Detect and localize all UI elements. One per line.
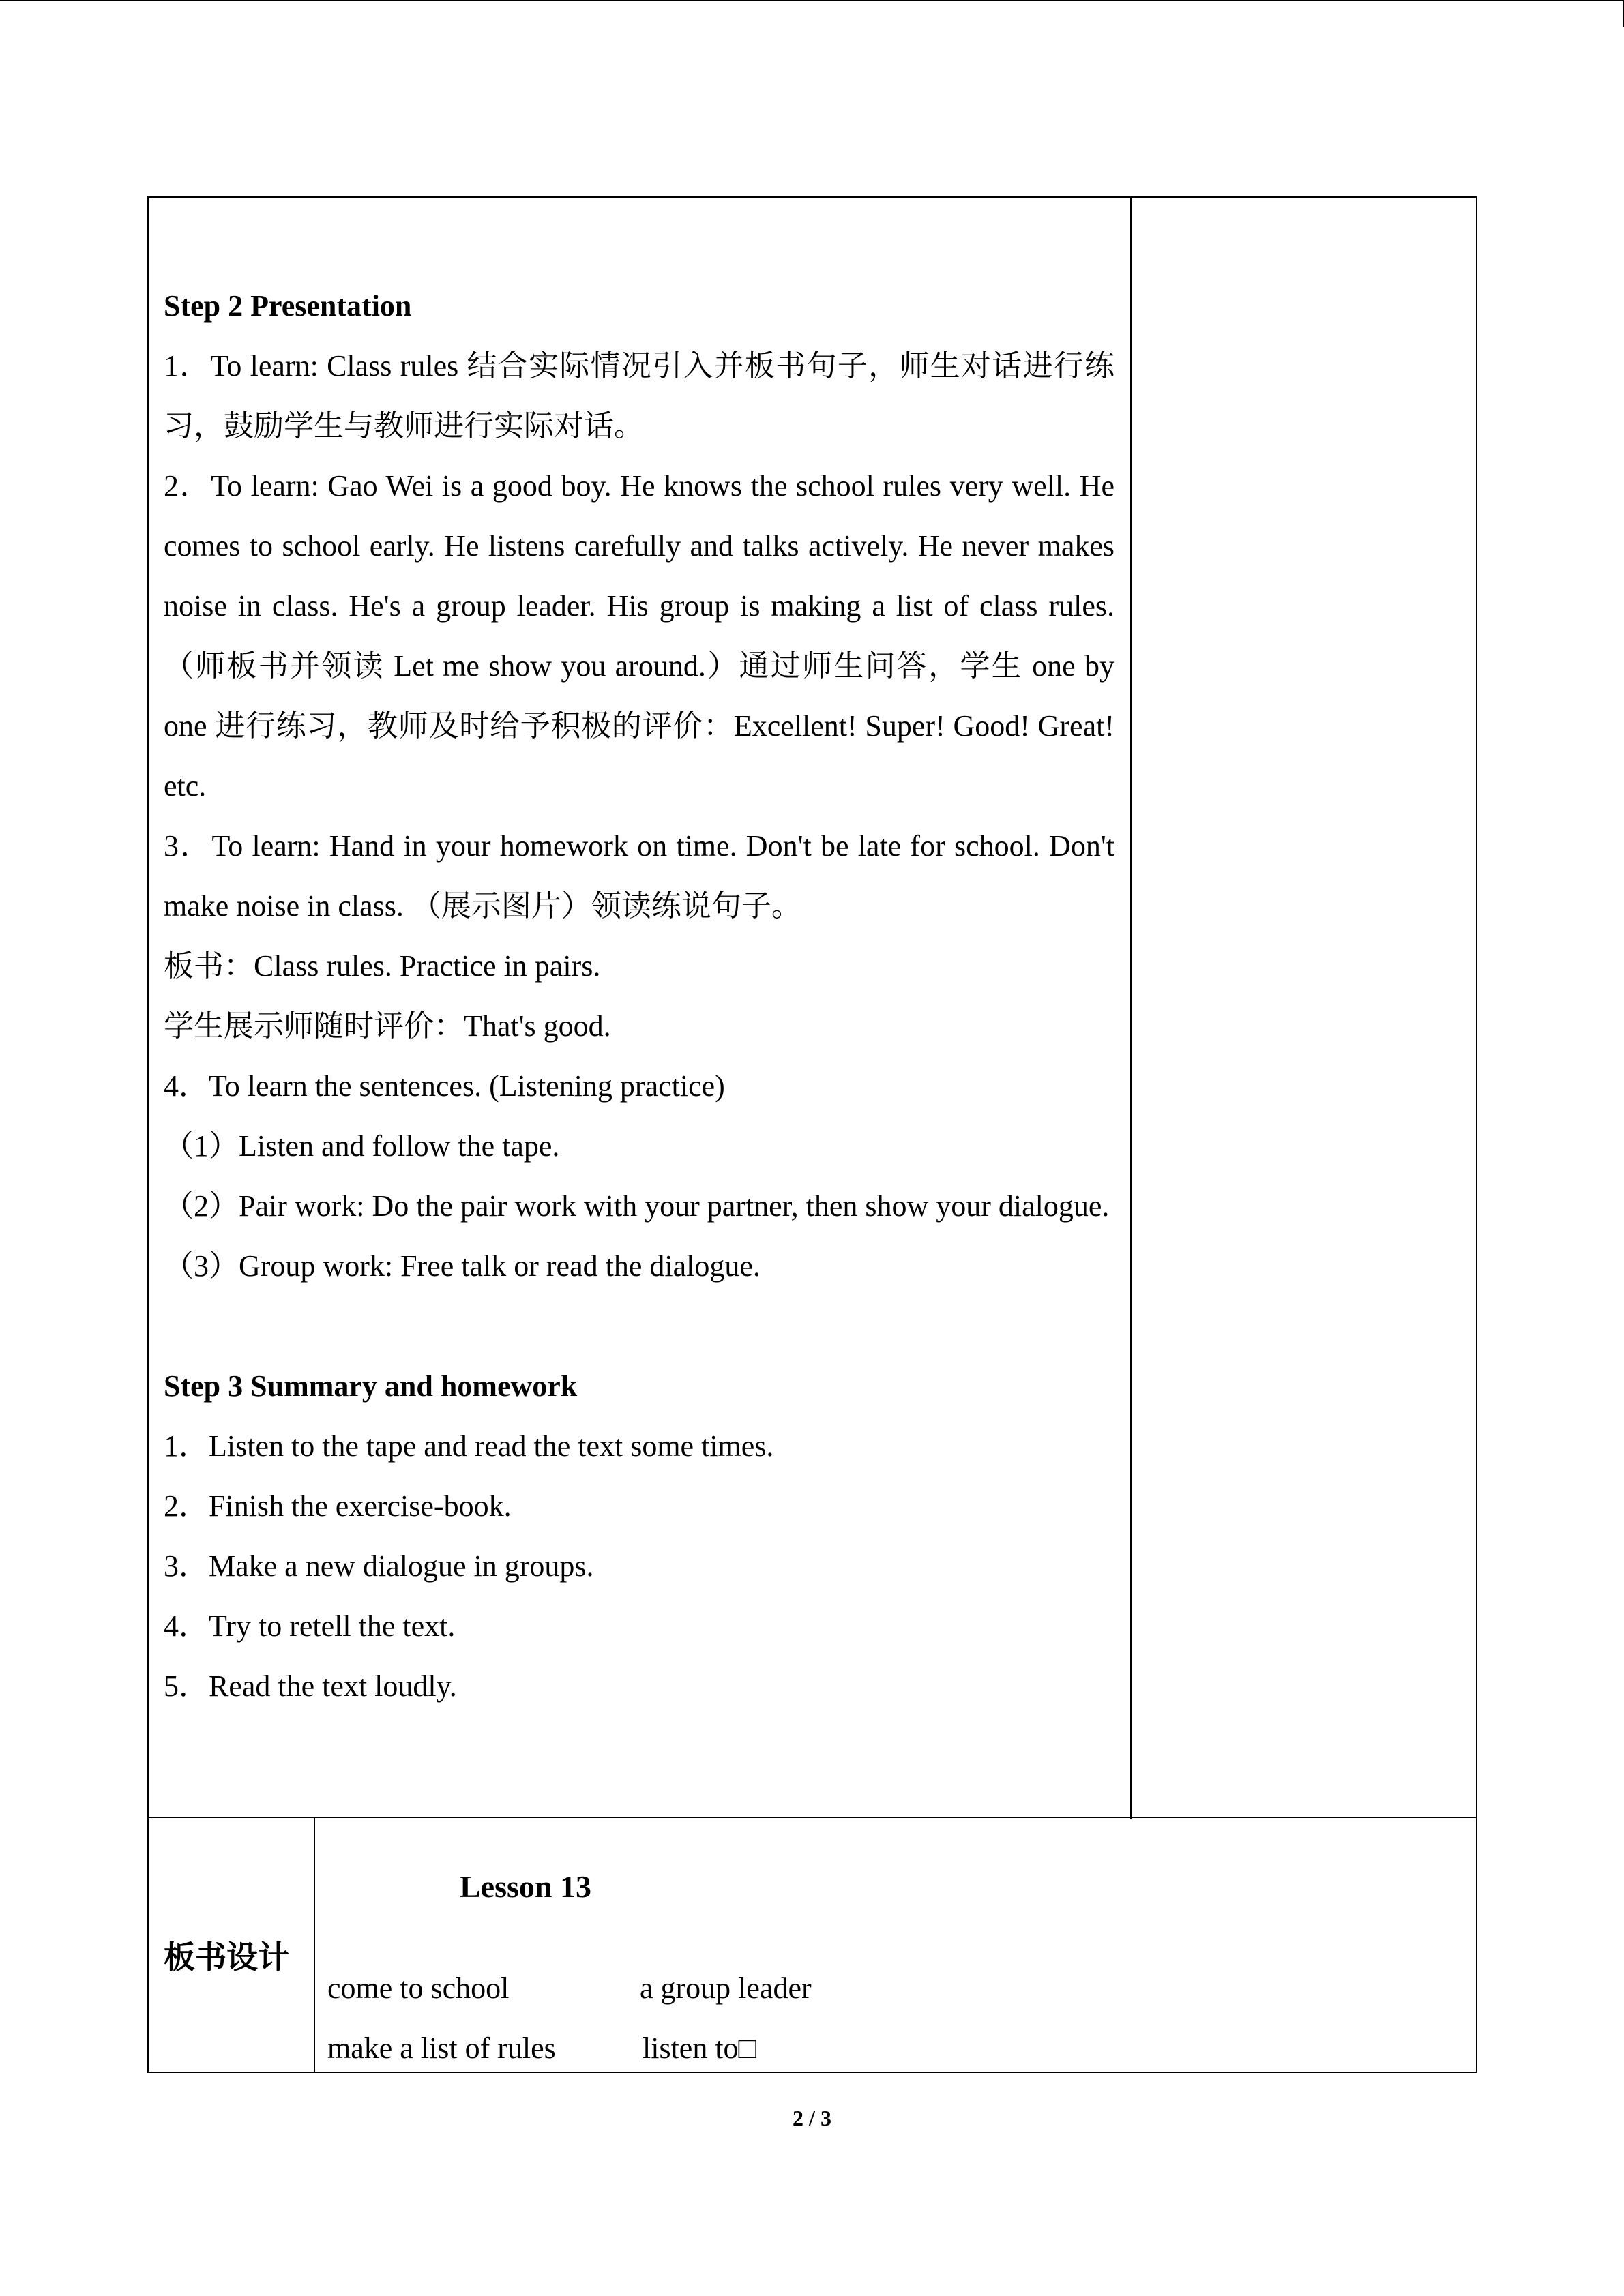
step2-item: （2）Pair work: Do the pair work with your partner, then show your dialogue. [164, 1189, 1110, 1223]
step2-item: （1）Listen and follow the tape. [164, 1129, 560, 1163]
step2-item: 4．To learn the sentences. (Listening practice) [164, 1069, 725, 1103]
board-design-divider [314, 1818, 315, 2073]
board-phrase: a group leader [640, 1971, 812, 2005]
step2-item: 1．To learn: Class rules 结合实际情况引入并板书句子，师生对话进行练习，鼓励学生与教师进行实际对话。 [164, 349, 1114, 443]
board-design-label: 板书设计 [164, 1939, 289, 1976]
step3-item: 1．Listen to the tape and read the text some times. [164, 1429, 774, 1463]
page-top-border [0, 0, 1624, 1]
teaching-steps [164, 276, 1114, 1716]
step2-item: 3．To learn: Hand in your homework on time. Don't be late for school. Don't make noise in class. （展示图片）领读练说句子。 [164, 829, 1114, 923]
board-phrase: listen to□ [643, 2031, 757, 2065]
step2-item: 学生展示师随时评价：That's good. [164, 1009, 611, 1043]
step2-item: （3）Group work: Free talk or read the dialogue. [164, 1249, 761, 1283]
page-number: 2 / 3 [793, 2106, 831, 2130]
table-column-divider [1130, 198, 1132, 1819]
lesson-title: Lesson 13 [460, 1869, 591, 1904]
board-phrase: come to school [327, 1971, 510, 2005]
step3-title: Step 3 Summary and homework [164, 1369, 578, 1403]
step3-item: 4．Try to retell the text. [164, 1609, 456, 1643]
step2-item: 板书：Class rules. Practice in pairs. [164, 949, 601, 983]
step3-item: 3．Make a new dialogue in groups. [164, 1549, 594, 1583]
step2-title: Step 2 Presentation [164, 289, 412, 323]
spacer [164, 1296, 1114, 1356]
step3-item: 5．Read the text loudly. [164, 1669, 457, 1703]
step3-item: 2．Finish the exercise-book. [164, 1489, 512, 1523]
board-phrase: make a list of rules [327, 2031, 556, 2065]
step2-item: 2．To learn: Gao Wei is a good boy. He knows the school rules very well. He comes to school early. He listens carefully and talks actively. He never makes noise in class. He's a group leader. His group is making a list of class rules. （师板书并领读 Let me show you around.）通过师生问答，学生 one by one 进行练习，教师及时给予积极的评价：Excellent! Super! Good! Great! etc. [164, 469, 1114, 803]
